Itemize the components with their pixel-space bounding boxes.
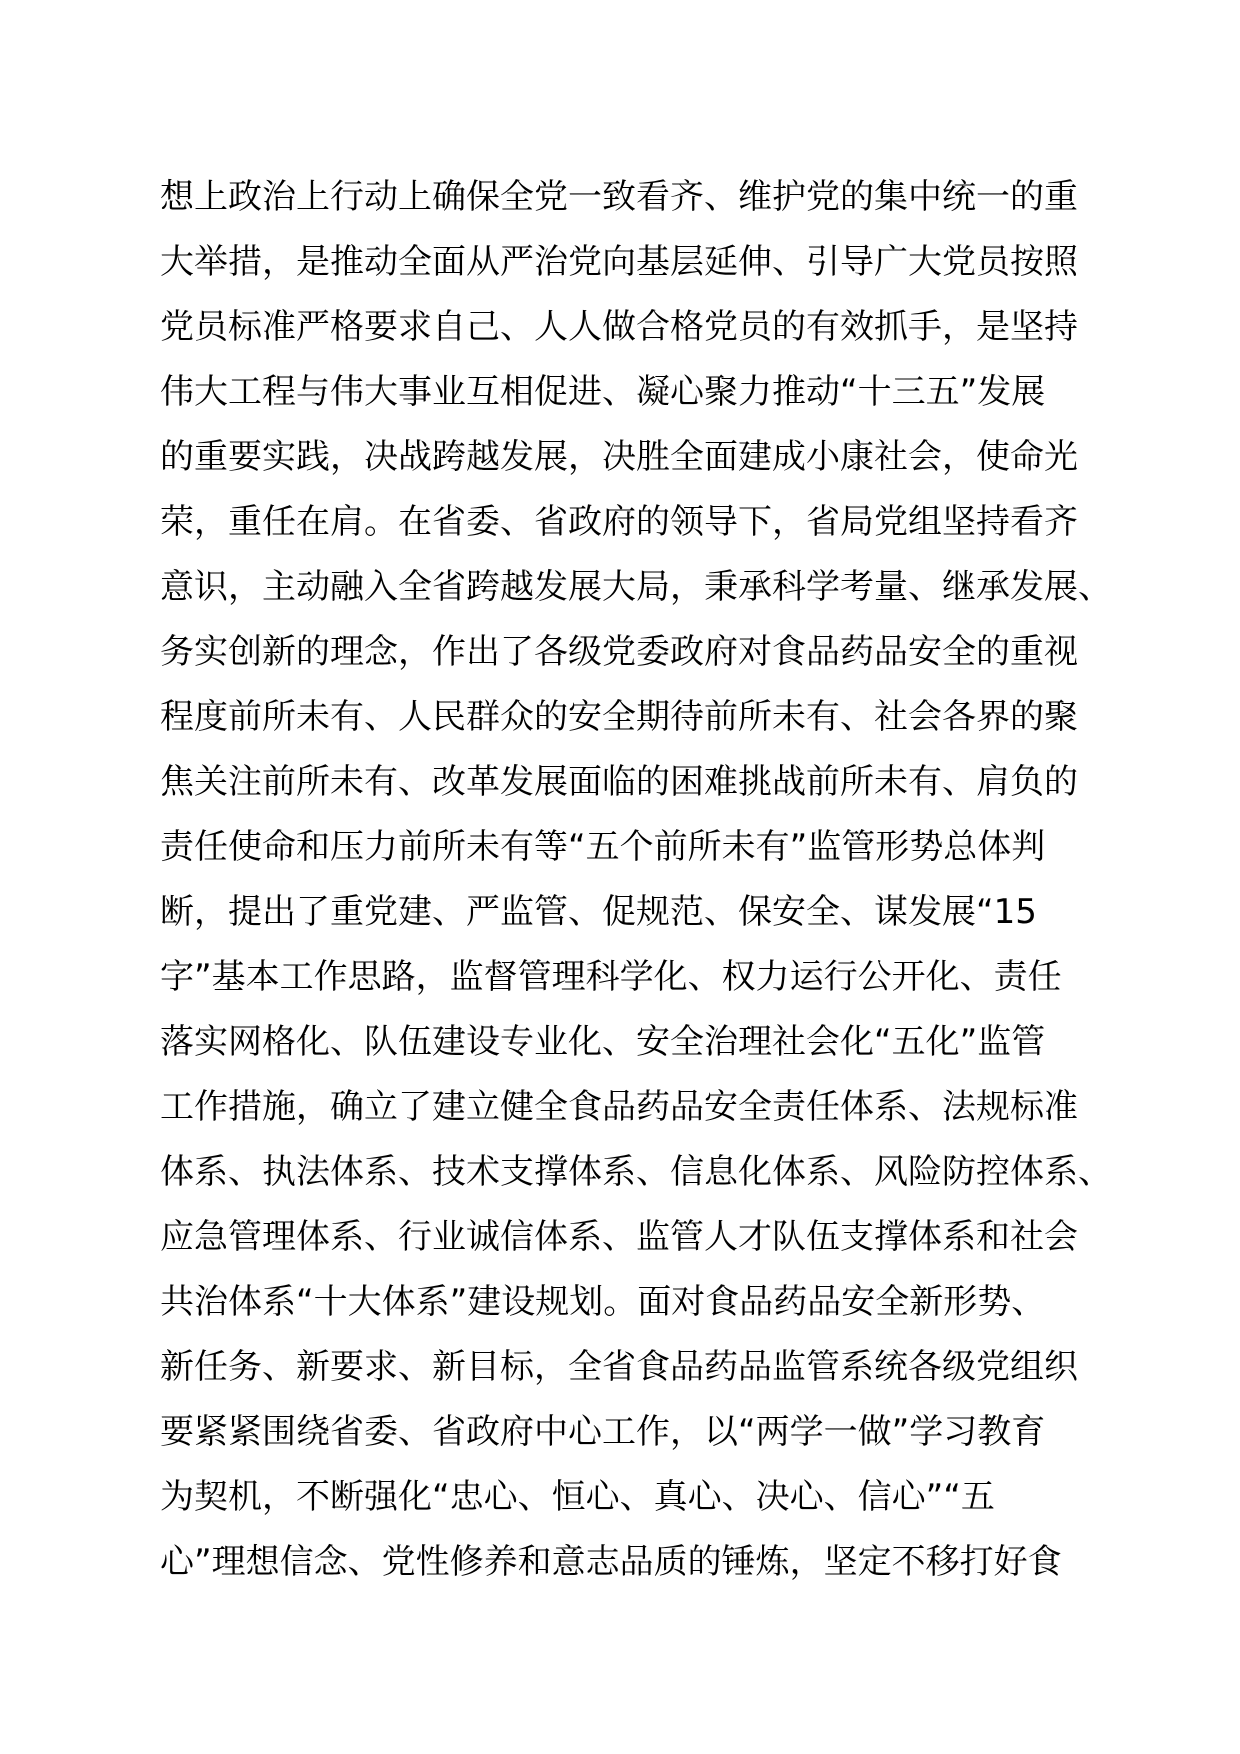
- text-line: 字”基本工作思路，监督管理科学化、权力运行公开化、责任: [160, 957, 1062, 997]
- body-paragraph: [160, 165, 1120, 1595]
- text-line: 党员标准严格要求自己、人人做合格党员的有效抓手，是坚持: [160, 307, 1078, 347]
- text-line: 意识，主动融入全省跨越发展大局，秉承科学考量、继承发展、: [160, 567, 1112, 607]
- text-line: 应急管理体系、行业诚信体系、监管人才队伍支撑体系和社会: [160, 1217, 1078, 1257]
- text-line: 要紧紧围绕省委、省政府中心工作，以“两学一做”学习教育: [160, 1412, 1046, 1452]
- text-line: 心”理想信念、党性修养和意志品质的锤炼，坚定不移打好食: [160, 1542, 1062, 1582]
- text-line: 伟大工程与伟大事业互相促进、凝心聚力推动“十三五”发展: [160, 372, 1046, 412]
- text-line: 责任使命和压力前所未有等“五个前所未有”监管形势总体判: [160, 827, 1046, 867]
- text-line: 程度前所未有、人民群众的安全期待前所未有、社会各界的聚: [160, 697, 1078, 737]
- text-line: 大举措，是推动全面从严治党向基层延伸、引导广大党员按照: [160, 242, 1078, 282]
- text-line: 断，提出了重党建、严监管、促规范、保安全、谋发展“15: [160, 892, 1037, 932]
- text-line: 为契机，不断强化“忠心、恒心、真心、决心、信心”“五: [160, 1477, 995, 1517]
- text-line: 想上政治上行动上确保全党一致看齐、维护党的集中统一的重: [160, 177, 1078, 217]
- text-line: 务实创新的理念，作出了各级党委政府对食品药品安全的重视: [160, 632, 1078, 672]
- text-line: 共治体系“十大体系”建设规划。面对食品药品安全新形势、: [160, 1282, 1046, 1322]
- text-line: 焦关注前所未有、改革发展面临的困难挑战前所未有、肩负的: [160, 762, 1078, 802]
- text-line: 新任务、新要求、新目标，全省食品药品监管系统各级党组织: [160, 1347, 1078, 1387]
- text-line: 荣，重任在肩。在省委、省政府的领导下，省局党组坚持看齐: [160, 502, 1078, 542]
- text-line: 体系、执法体系、技术支撑体系、信息化体系、风险防控体系、: [160, 1152, 1112, 1192]
- text-line: 的重要实践，决战跨越发展，决胜全面建成小康社会，使命光: [160, 437, 1078, 477]
- text-line: 落实网格化、队伍建设专业化、安全治理社会化“五化”监管: [160, 1022, 1046, 1062]
- text-line: 工作措施，确立了建立健全食品药品安全责任体系、法规标准: [160, 1087, 1078, 1127]
